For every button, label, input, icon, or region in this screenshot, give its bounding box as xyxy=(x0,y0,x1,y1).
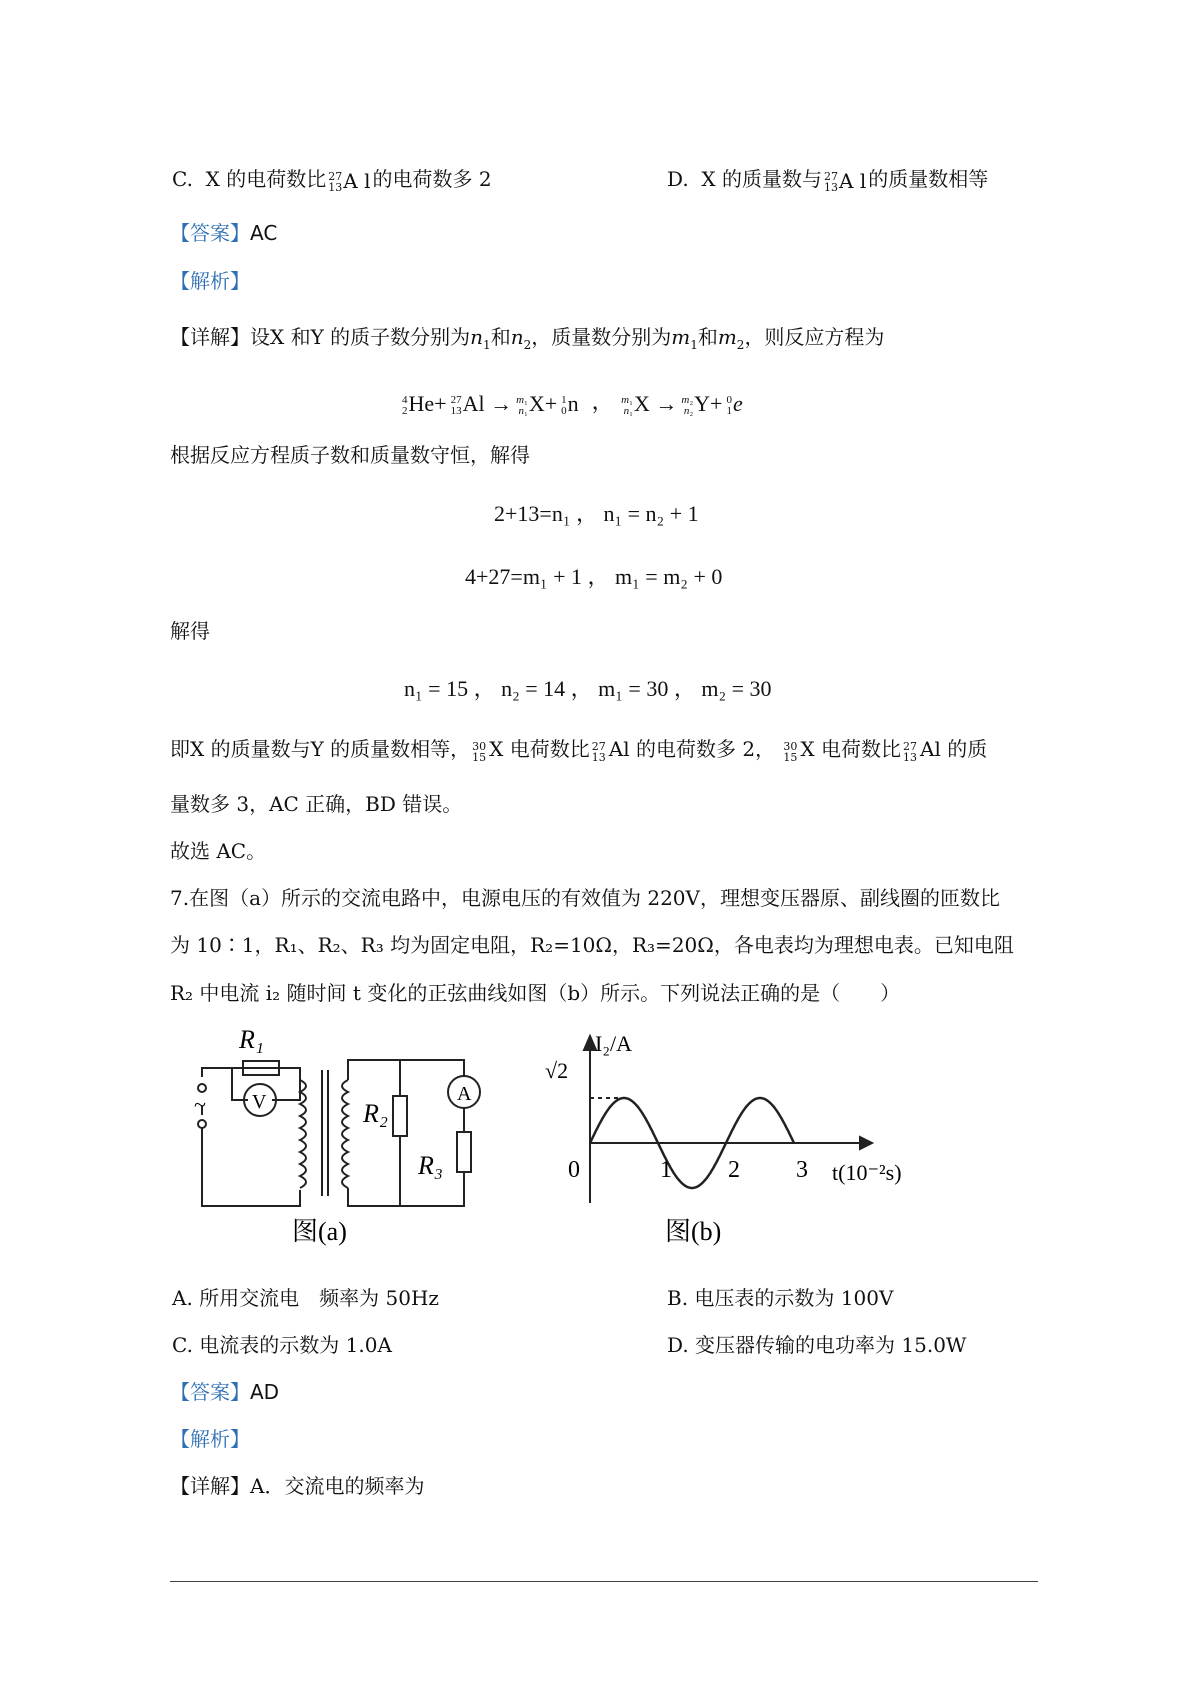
figure-b-caption: 图(b) xyxy=(665,1217,722,1246)
q7-option-a: A. 所用交流电 频率为 50Hz xyxy=(172,1286,439,1310)
q6-eq-b: n₁ = 15 ， n₂ = 14 ， m₁ = 30 ， m₂ = 30 xyxy=(404,676,772,701)
figure-a-circuit xyxy=(180,1020,490,1250)
r3-label: R₃ xyxy=(418,1151,443,1180)
q6-choose: 故选 AC。 xyxy=(170,839,267,863)
q7-detail: 【详解】A．交流电的频率为 xyxy=(170,1474,425,1498)
footer-rule xyxy=(170,1581,1038,1582)
figure-b-chart xyxy=(520,1028,920,1258)
peak-label: √2 xyxy=(545,1058,569,1083)
q7-option-d: D. 变压器传输的电功率为 15.0W xyxy=(667,1333,967,1357)
q7-analysis-label: 【解析】 xyxy=(170,1427,250,1451)
q6-option-d: D. X 的质量数与 27 13 A l 的质量数相等 xyxy=(667,167,989,194)
q6-answer: 【答案】AC xyxy=(170,221,278,245)
q6-analysis-label: 【解析】 xyxy=(170,269,250,293)
y-axis-label: I₂/A xyxy=(595,1031,632,1056)
q7-stem-line1: 7.在图（a）所示的交流电路中，电源电压的有效值为 220V，理想变压器原、副线圈的匝数比 xyxy=(170,886,1000,910)
ac-source-icon: ~ xyxy=(194,1092,206,1117)
q6-detail: 【详解】设X 和Y 的质子数分别为$n_1$和$n_2$，质量数分别为$m_1$和$m_2$，则反应方程为 xyxy=(170,325,885,352)
q7-option-b: B. 电压表的示数为 100V xyxy=(667,1286,894,1310)
v-label: V xyxy=(252,1091,267,1113)
q6-eq-a2: 4+27=m₁ + 1 ， m₁ = m₂ + 0 xyxy=(465,564,723,589)
x-tick-label: 3 xyxy=(796,1157,808,1183)
q7-option-c: C. 电流表的示数为 1.0A xyxy=(172,1333,392,1357)
q6-option-c: C. X 的电荷数比 27 13 A l 的电荷数多 2 xyxy=(172,167,492,194)
figure-a-caption: 图(a) xyxy=(292,1217,347,1246)
x-axis-label: t(10⁻²s) xyxy=(832,1160,902,1185)
q6-conclusion-line1: 即X 的质量数与Y 的质量数相等， 30 15 X 电荷数比 27 13 Al 的电荷数多 2， 30 15 X 电荷数比 27 13 Al 的质 xyxy=(170,737,988,764)
q6-equation-1: 4 2 He+ 27 13 Al → m₁ n₁ X+ 1 0 n ， m₁ n₁ X → m₂ n₂ Y+ 0 1 e xyxy=(402,389,743,417)
x-tick-label: 0 xyxy=(568,1157,580,1183)
x-tick-label: 1 xyxy=(660,1157,672,1183)
r2-resistor xyxy=(393,1096,407,1136)
q7-stem-line3: R₂ 中电流 i₂ 随时间 t 变化的正弦曲线如图（b）所示。下列说法正确的是（ ） xyxy=(170,981,901,1005)
q7-stem-line2: 为 10∶1，R₁、R₂、R₃ 均为固定电阻，R₂=10Ω，R₃=20Ω，各电表均为理想电表。已知电阻 xyxy=(170,933,1014,957)
q6-conservation-text: 根据反应方程质子数和质量数守恒，解得 xyxy=(170,443,530,467)
q6-solve-label: 解得 xyxy=(170,619,210,643)
q6-eq-a1: 2+13=n₁ ， n₁ = n₂ + 1 xyxy=(494,501,699,526)
r1-label: R₁ xyxy=(239,1025,264,1054)
x-axis-arrow xyxy=(860,1137,872,1149)
q6-conclusion-line2: 量数多 3，AC 正确，BD 错误。 xyxy=(170,792,463,816)
x-tick-label: 2 xyxy=(728,1157,740,1183)
r3-resistor xyxy=(457,1132,471,1172)
a-label: A xyxy=(457,1083,472,1105)
r2-label: R₂ xyxy=(363,1099,388,1128)
q7-answer: 【答案】AD xyxy=(170,1380,280,1404)
